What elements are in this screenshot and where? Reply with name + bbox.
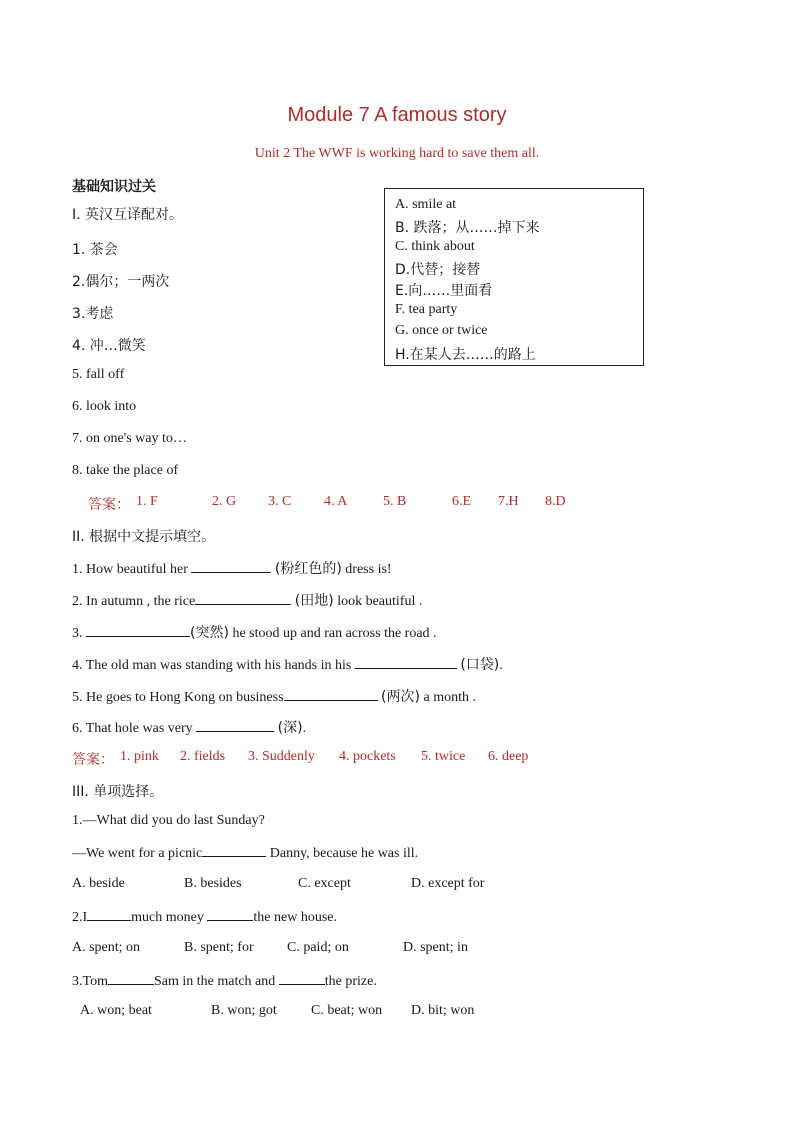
option[interactable]: B. won; got	[211, 1003, 277, 1018]
part2-heading: II. 根据中文提示填空。	[72, 529, 216, 545]
answer-blank[interactable]	[191, 560, 271, 573]
answer-blank[interactable]	[195, 592, 291, 605]
part1-item: 5. fall off	[72, 367, 125, 382]
options-box	[384, 188, 644, 366]
part2-question-2	[72, 590, 422, 610]
part2-question-6	[72, 717, 306, 737]
part1-item: 6. look into	[72, 399, 137, 414]
part3-q1-line1: 1.—What did you do last Sunday?	[72, 813, 265, 828]
q-text: a month .	[423, 690, 476, 705]
answer-blank[interactable]	[196, 719, 274, 732]
q-text: 3.	[72, 626, 83, 641]
option[interactable]: C. paid; on	[287, 940, 349, 955]
answer-blank[interactable]	[86, 624, 190, 637]
part2-question-1	[72, 558, 392, 578]
option[interactable]: D. except for	[411, 876, 485, 891]
answer-blank[interactable]	[202, 844, 266, 857]
answer-blank[interactable]	[355, 656, 457, 669]
option[interactable]: A. won; beat	[80, 1003, 152, 1018]
part2-answer: 4. pockets	[339, 749, 396, 764]
q-text: 5. He goes to Hong Kong on business	[72, 690, 284, 705]
box-option: C. think about	[395, 239, 475, 254]
part2-answer: 2. fields	[180, 749, 226, 764]
q-text: —We went for a picnic	[72, 846, 203, 861]
part1-item: 7. on one's way to…	[72, 431, 187, 446]
part1-item: 8. take the place of	[72, 463, 179, 478]
option[interactable]: D. spent; in	[403, 940, 468, 955]
part1-heading: I. 英汉互译配对。	[72, 207, 184, 223]
answer-blank[interactable]	[108, 972, 154, 985]
part1-item: 1. 茶会	[72, 242, 118, 258]
part1-answer: 1. F	[136, 494, 158, 509]
part3-heading: III. 单项选择。	[72, 784, 164, 800]
part1-answer: 8.D	[545, 494, 566, 509]
part1-item: 2.偶尔；一两次	[72, 274, 170, 290]
option[interactable]: B. spent; for	[184, 940, 254, 955]
q-text: the new house.	[253, 910, 337, 925]
part1-answer: 3. C	[268, 494, 292, 509]
hint: (突然)	[190, 625, 229, 641]
page-subtitle: Unit 2 The WWF is working hard to save them all.	[254, 146, 540, 161]
answer-blank[interactable]	[87, 908, 131, 921]
section-basic-heading: 基础知识过关	[72, 179, 156, 195]
box-option: H.在某人去……的路上	[395, 347, 536, 363]
option[interactable]: C. except	[298, 876, 351, 891]
hint: (深)	[277, 720, 303, 736]
part1-item: 3.考虑	[72, 306, 114, 322]
box-option: G. once or twice	[395, 323, 488, 338]
box-option: D.代替；接替	[395, 262, 481, 278]
part1-item: 4. 冲…微笑	[72, 338, 146, 354]
part3-q3	[72, 972, 377, 990]
part2-answer: 5. twice	[421, 749, 466, 764]
q-text: 3.Tom	[72, 974, 108, 989]
part2-answer-label: 答案：	[72, 753, 114, 768]
part2-answer: 1. pink	[120, 749, 159, 764]
answer-blank[interactable]	[284, 688, 378, 701]
part2-answer: 3. Suddenly	[248, 749, 315, 764]
box-option: B. 跌落；从……掉下来	[395, 220, 540, 236]
option[interactable]: B. besides	[184, 876, 242, 891]
hint: (粉红色的)	[274, 561, 342, 577]
part2-question-5	[72, 686, 476, 706]
part2-question-4	[72, 654, 503, 674]
hint: (田地)	[294, 593, 334, 609]
option[interactable]: D. bit; won	[411, 1003, 475, 1018]
q-text: dress is!	[345, 562, 392, 577]
answer-blank[interactable]	[279, 972, 325, 985]
part2-question-3	[72, 622, 437, 642]
part1-answer: 2. G	[212, 494, 237, 509]
hint: (两次)	[381, 689, 420, 705]
option[interactable]: A. beside	[72, 876, 125, 891]
q-text: 4. The old man was standing with his hands in his	[72, 658, 352, 673]
q-text: 1. How beautiful her	[72, 562, 188, 577]
q-text: much money	[131, 910, 204, 925]
q-text: Danny, because he was ill.	[269, 846, 419, 861]
part1-answer: 4. A	[324, 494, 348, 509]
q-text: the prize.	[324, 974, 377, 989]
option[interactable]: C. beat; won	[311, 1003, 383, 1018]
q-text: he stood up and ran across the road .	[232, 626, 437, 641]
part1-answer: 6.E	[452, 494, 472, 509]
hint: (口袋)	[460, 657, 500, 673]
q-text: Sam in the match and	[153, 974, 276, 989]
q-text: look beautiful .	[337, 594, 423, 609]
option[interactable]: A. spent; on	[72, 940, 141, 955]
part3-q1-line2	[72, 844, 418, 862]
box-option: F. tea party	[395, 302, 458, 317]
page-title: Module 7 A famous story	[287, 104, 507, 126]
part1-answer: 5. B	[383, 494, 407, 509]
q-text: 2.I	[72, 910, 88, 925]
part1-answer-label: 答案：	[88, 498, 130, 513]
answer-blank[interactable]	[207, 908, 253, 921]
part1-answer: 7.H	[498, 494, 519, 509]
q-text: .	[302, 721, 307, 736]
q-text: 2. In autumn , the rice	[72, 594, 196, 609]
part2-answer: 6. deep	[488, 749, 529, 764]
q-text: .	[499, 658, 503, 673]
box-option: E.向……里面看	[395, 283, 493, 299]
q-text: 6. That hole was very	[72, 721, 193, 736]
part3-q2	[72, 908, 337, 926]
box-option: A. smile at	[395, 197, 457, 212]
